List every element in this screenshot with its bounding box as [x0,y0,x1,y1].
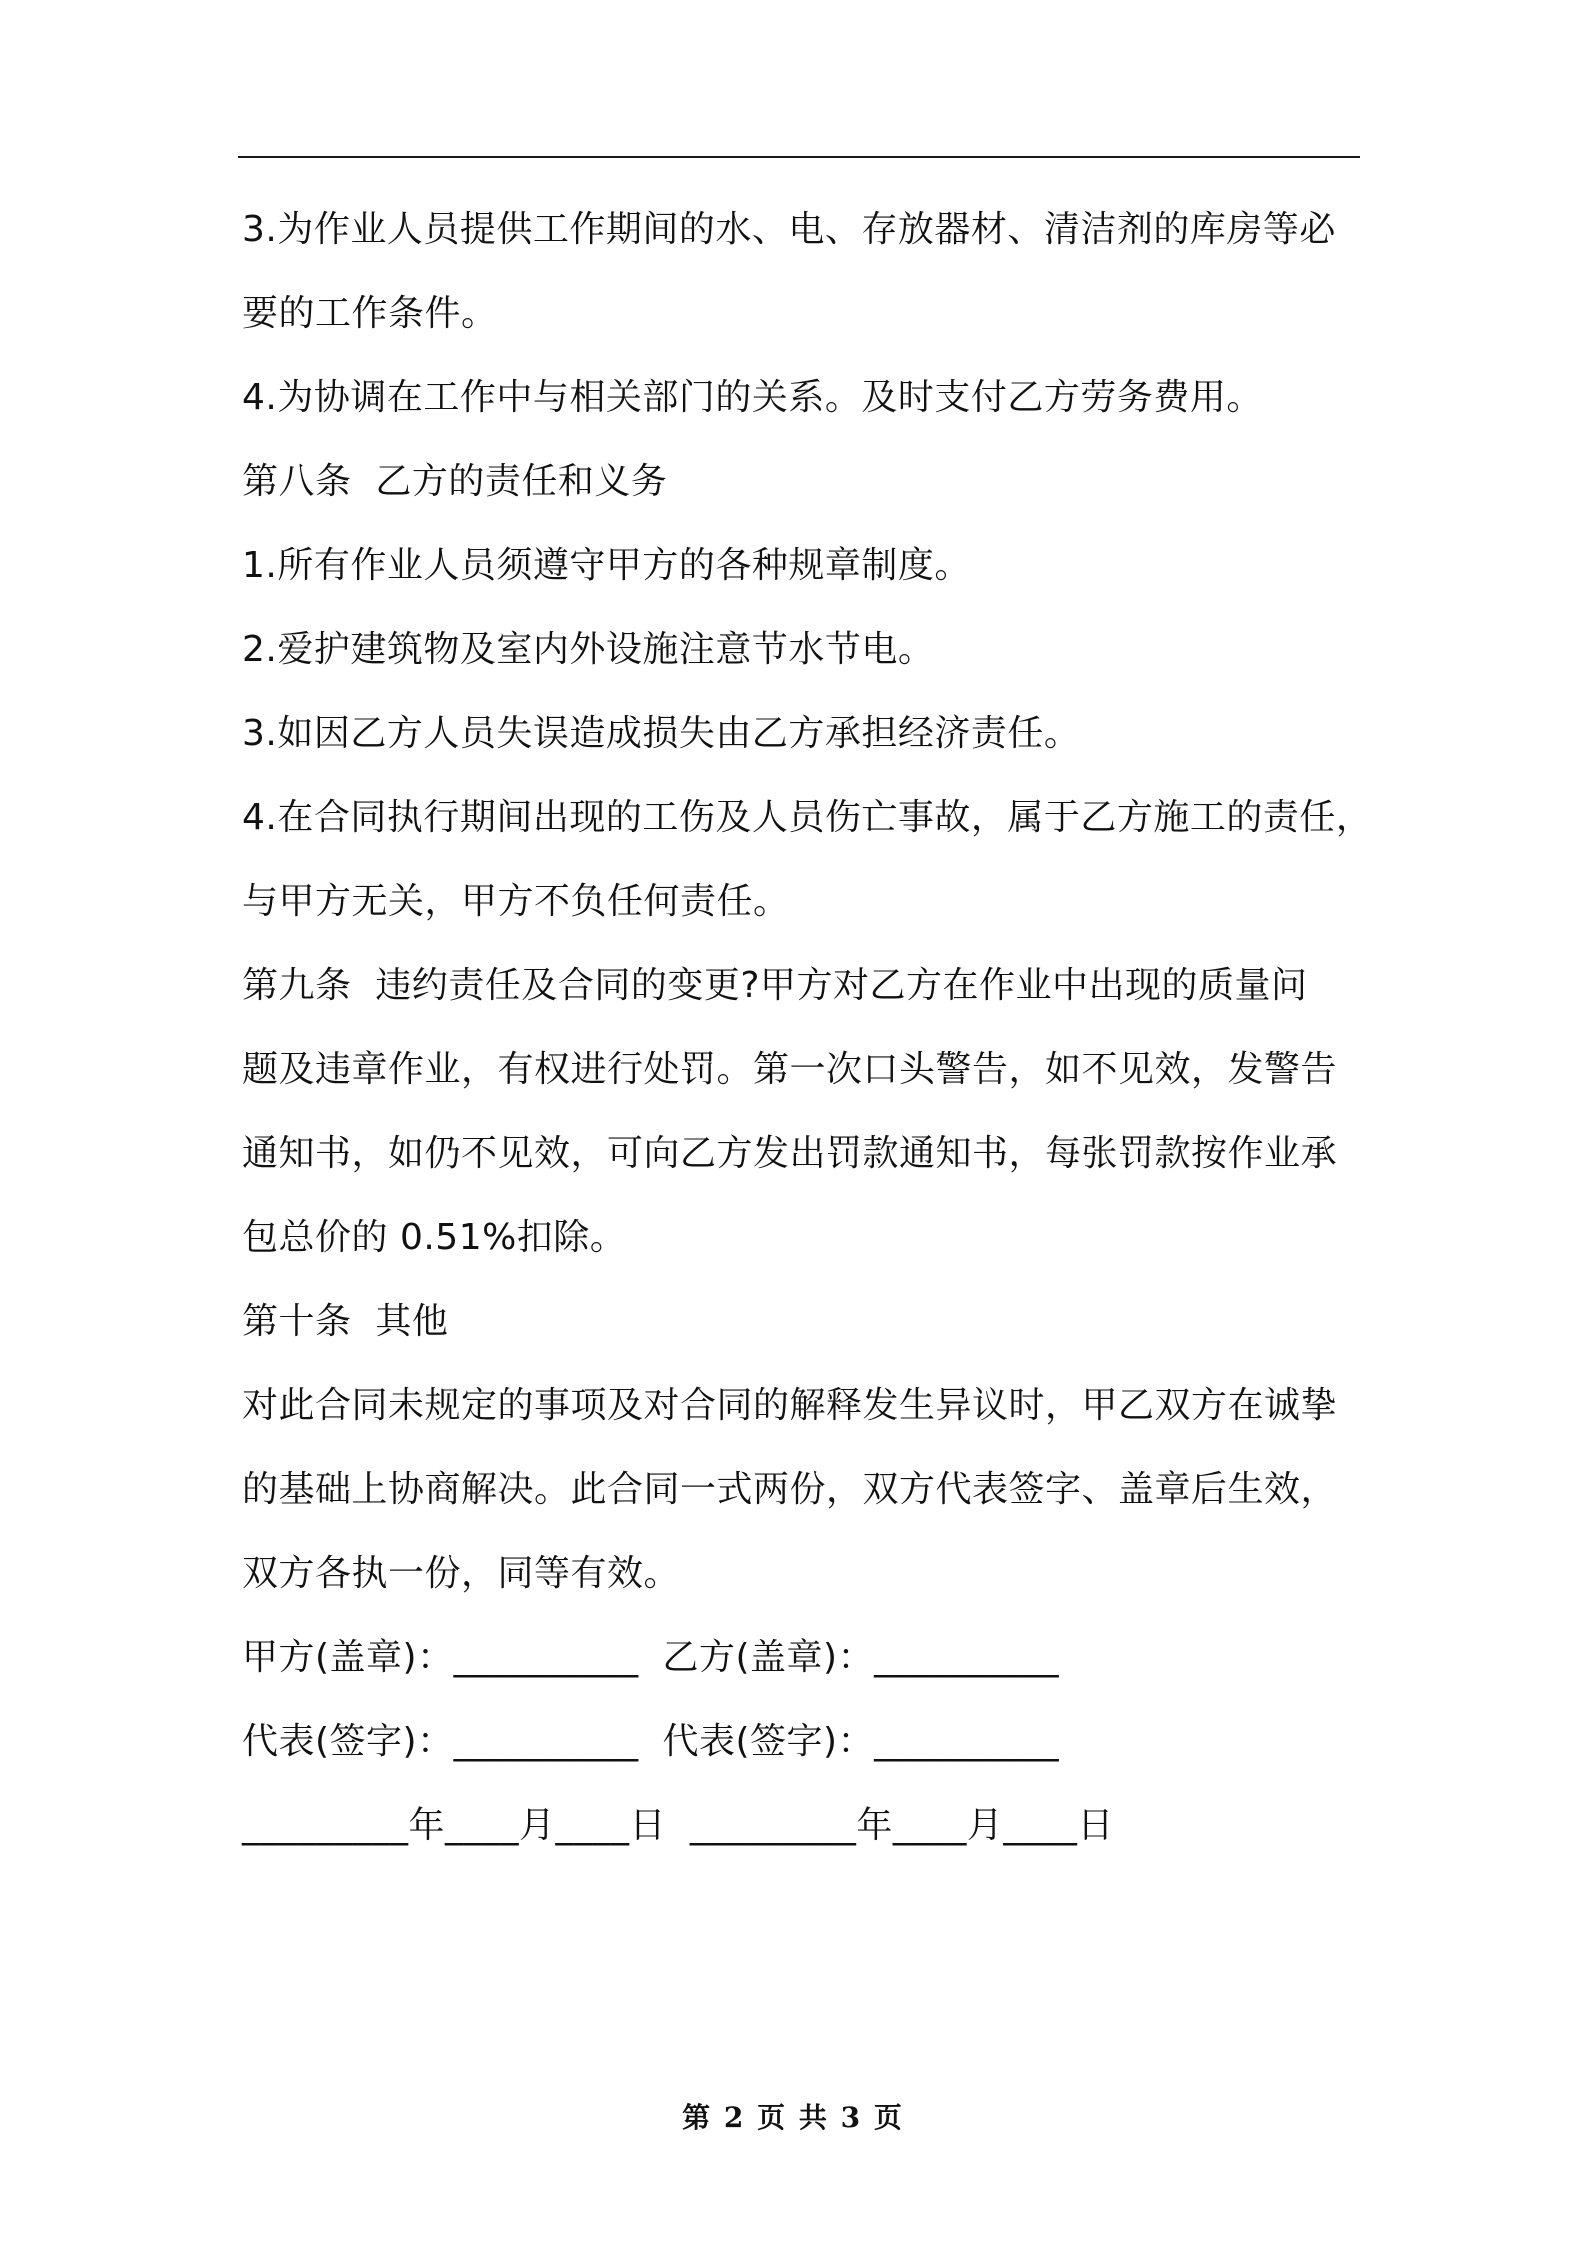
text-line: 与甲方无关，甲方不负任何责任。 [242,881,790,922]
page-number: 第 2 页 共 3 页 [682,2101,904,2134]
text-line: 双方各执一份，同等有效。 [242,1553,681,1594]
document-body [242,188,1392,1868]
seal-line: 甲方(盖章)：__________ 乙方(盖章)：__________ [242,1637,1060,1678]
signature-line: 代表(签字)：__________ 代表(签字)：__________ [242,1721,1060,1762]
date-line: _________年____月____日 _________年____月____日 [242,1805,1114,1846]
text-line: 2.爱护建筑物及室内外设施注意节水节电。 [242,629,935,670]
text-line: 题及违章作业，有权进行处罚。第一次口头警告，如不见效，发警告 [242,1049,1338,1090]
text-line: 包总价的 0.51%扣除。 [242,1217,627,1258]
header-rule [238,156,1360,158]
article-heading: 第十条 其他 [242,1301,449,1342]
text-line: 对此合同未规定的事项及对合同的解释发生异议时，甲乙双方在诚挚 [242,1385,1338,1426]
text-line: 3.如因乙方人员失误造成损失由乙方承担经济责任。 [242,713,1081,754]
text-line: 1.所有作业人员须遵守甲方的各种规章制度。 [242,545,971,586]
text-line: 要的工作条件。 [242,293,498,334]
text-line: 4.在合同执行期间出现的工伤及人员伤亡事故，属于乙方施工的责任， [242,797,1373,838]
article-heading: 第八条 乙方的责任和义务 [242,461,668,502]
text-line: 的基础上协商解决。此合同一式两份，双方代表签字、盖章后生效， [242,1469,1338,1510]
text-line: 3.为作业人员提供工作期间的水、电、存放器材、清洁剂的库房等必 [242,209,1336,250]
text-line: 通知书，如仍不见效，可向乙方发出罚款通知书，每张罚款按作业承 [242,1133,1338,1174]
text-line: 4.为协调在工作中与相关部门的关系。及时支付乙方劳务费用。 [242,377,1263,418]
article-heading: 第九条 违约责任及合同的变更?甲方对乙方在作业中出现的质量问 [242,965,1308,1006]
